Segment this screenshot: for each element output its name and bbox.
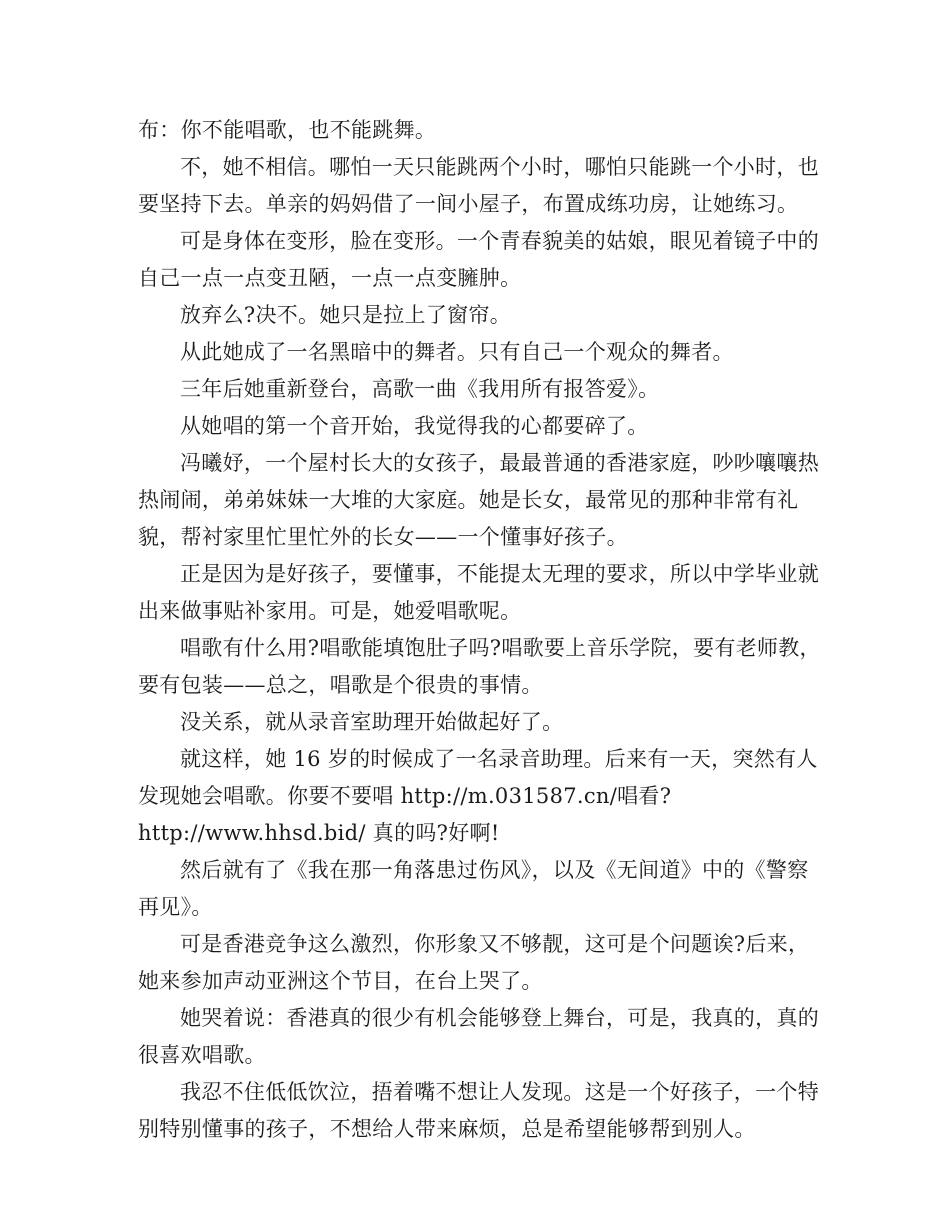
paragraph: 不，她不相信。哪怕一天只能跳两个小时，哪怕只能跳一个小时，也要坚持下去。单亲的妈妈借了一间小屋子，布置成练功房，让她练习。 [138,155,819,216]
paragraph: 我忍不住低低饮泣，捂着嘴不想让人发现。这是一个好孩子，一个特别特别懂事的孩子，不想给人带来麻烦，总是希望能够帮到别人。 [138,1080,819,1141]
paragraph: 从此她成了一名黑暗中的舞者。只有自己一个观众的舞者。 [180,340,734,364]
paragraph: 就这样，她 16 岁的时候成了一名录音助理。后来有一天，突然有人发现她会唱歌。你要不要唱 http://m.031587.cn/唱看? [138,747,818,808]
paragraph: 没关系，就从录音室助理开始做起好了。 [180,710,564,734]
paragraph: 她哭着说：香港真的很少有机会能够登上舞台，可是，我真的，真的很喜欢唱歌。 [138,1006,819,1067]
paragraph: 三年后她重新登台，高歌一曲《我用所有报答爱》。 [180,377,660,401]
paragraph: 可是身体在变形，脸在变形。一个青春貌美的姑娘，眼见着镜子中的自己一点一点变丑陋，一点一点变臃肿。 [138,229,819,290]
url-line: http://www.hhsd.bid/ 真的吗?好啊! [138,821,500,845]
document-body [138,112,828,1148]
paragraph: 可是香港竞争这么激烈，你形象又不够靓，这可是个问题诶?后来，她来参加声动亚洲这个节目，在台上哭了。 [138,932,810,993]
paragraph-continuation: 布：你不能唱歌，也不能跳舞。 [138,118,437,142]
paragraph: 从她唱的第一个音开始，我觉得我的心都要碎了。 [180,414,649,438]
paragraph: 唱歌有什么用?唱歌能填饱肚子吗?唱歌要上音乐学院，要有老师教，要有包装——总之，唱歌是个很贵的事情。 [138,636,821,697]
paragraph: 放弃么?决不。她只是拉上了窗帘。 [180,303,512,327]
paragraph: 然后就有了《我在那一角落患过伤风》，以及《无间道》中的《警察再见》。 [138,858,809,919]
paragraph: 正是因为是好孩子，要懂事，不能提太无理的要求，所以中学毕业就出来做事贴补家用。可是，她爱唱歌呢。 [138,562,819,623]
paragraph: 冯曦妤，一个屋村长大的女孩子，最最普通的香港家庭，吵吵嚷嚷热热闹闹，弟弟妹妹一大堆的大家庭。她是长女，最常见的那种非常有礼貌，帮衬家里忙里忙外的长女——一个懂事好孩子。 [138,451,819,549]
